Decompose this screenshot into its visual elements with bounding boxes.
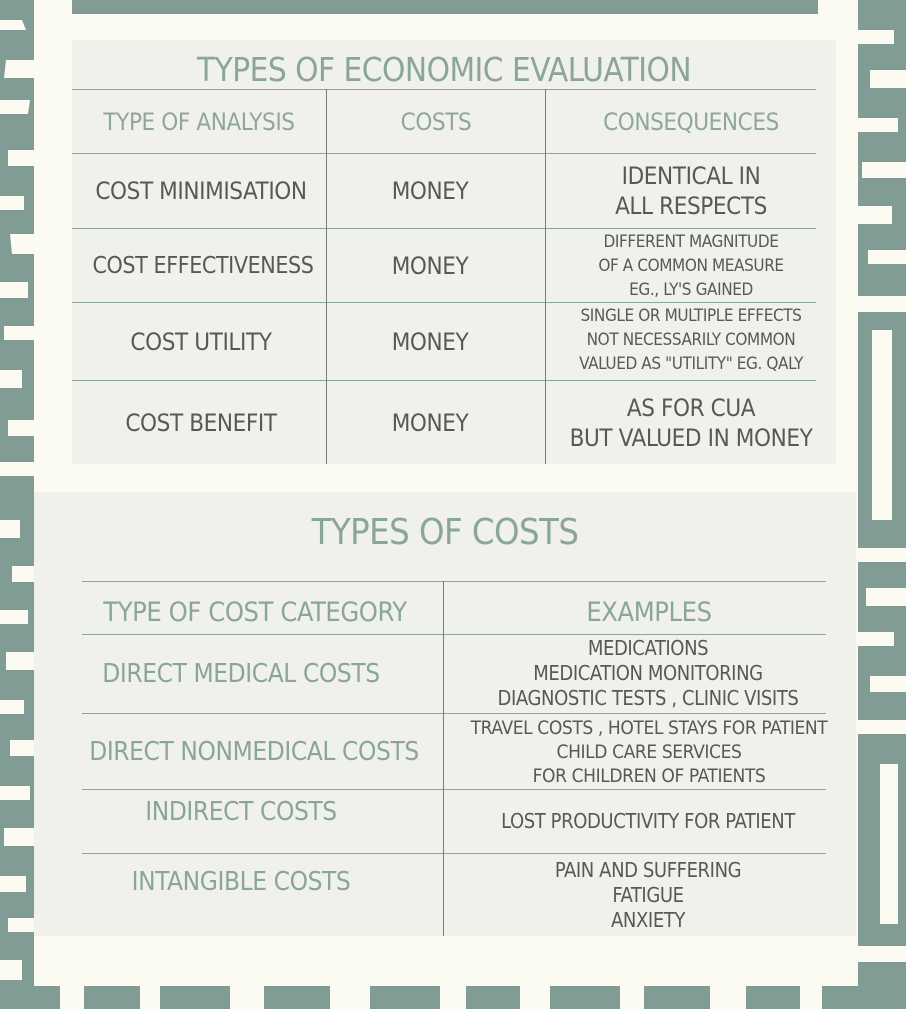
consequence-line: AS FOR CUA [626, 393, 756, 422]
consequence-line: EG., LY'S GAINED [629, 280, 753, 300]
consequences-cell [546, 154, 836, 228]
costs-cell: MONEY [391, 177, 469, 205]
consequence-line: OF A COMMON MEASURE [598, 256, 784, 276]
header-cost-category: TYPE OF COST CATEGORY [103, 596, 407, 628]
cost-category-cell: DIRECT NONMEDICAL COSTS [89, 736, 419, 767]
example-line: MEDICATION MONITORING [533, 660, 763, 685]
costs-cell: MONEY [391, 408, 469, 437]
examples-cell: LOST PRODUCTIVITY FOR PATIENT [501, 809, 795, 833]
example-line: PAIN AND SUFFERING [554, 857, 742, 882]
cost-category-cell: INDIRECT COSTS [145, 797, 337, 827]
consequences-cell [546, 381, 836, 464]
analysis-type-cell: COST EFFECTIVENESS [92, 252, 314, 279]
costs-cell: MONEY [391, 251, 469, 280]
consequence-line: NOT NECESSARILY COMMON [586, 330, 796, 350]
analysis-type-cell: COST UTILITY [130, 327, 272, 356]
consequence-line: SINGLE OR MULTIPLE EFFECTS [580, 306, 802, 326]
consequence-line: DIFFERENT MAGNITUDE [603, 232, 779, 252]
analysis-type-cell: COST MINIMISATION [95, 177, 307, 205]
consequence-line: BUT VALUED IN MONEY [569, 423, 813, 452]
header-consequences: CONSEQUENCES [603, 107, 779, 136]
consequence-line: VALUED AS "UTILITY" EG. QALY [579, 354, 803, 374]
example-line: FATIGUE [612, 882, 684, 907]
consequence-line: IDENTICAL IN [621, 162, 761, 190]
costs-cell: MONEY [391, 327, 469, 356]
header-type-of-analysis: TYPE OF ANALYSIS [103, 107, 295, 136]
top-accent-bar [72, 0, 818, 14]
consequence-line: ALL RESPECTS [615, 192, 767, 220]
example-line: MEDICATIONS [587, 635, 709, 660]
examples-cell [444, 632, 852, 714]
types-of-costs-card [34, 492, 856, 936]
consequences-cell [546, 230, 836, 302]
examples-cell [444, 714, 854, 789]
example-line: DIAGNOSTIC TESTS , CLINIC VISITS [497, 685, 799, 710]
costs-title: TYPES OF COSTS [311, 512, 579, 553]
example-line: ANXIETY [611, 907, 685, 932]
analysis-type-cell: COST BENEFIT [125, 408, 277, 437]
cost-category-cell: INTANGIBLE COSTS [131, 867, 351, 897]
economic-evaluation-card [72, 40, 836, 464]
header-examples: EXAMPLES [586, 596, 712, 628]
evaluation-title: TYPES OF ECONOMIC EVALUATION [196, 50, 692, 89]
header-costs: COSTS [400, 107, 472, 136]
example-line: CHILD CARE SERVICES [556, 740, 742, 763]
example-line: TRAVEL COSTS , HOTEL STAYS FOR PATIENT [470, 716, 828, 739]
divider [82, 581, 826, 582]
cost-category-cell: DIRECT MEDICAL COSTS [102, 659, 380, 689]
consequences-cell [546, 302, 836, 378]
examples-cell [444, 856, 852, 934]
example-line: FOR CHILDREN OF PATIENTS [532, 764, 766, 787]
